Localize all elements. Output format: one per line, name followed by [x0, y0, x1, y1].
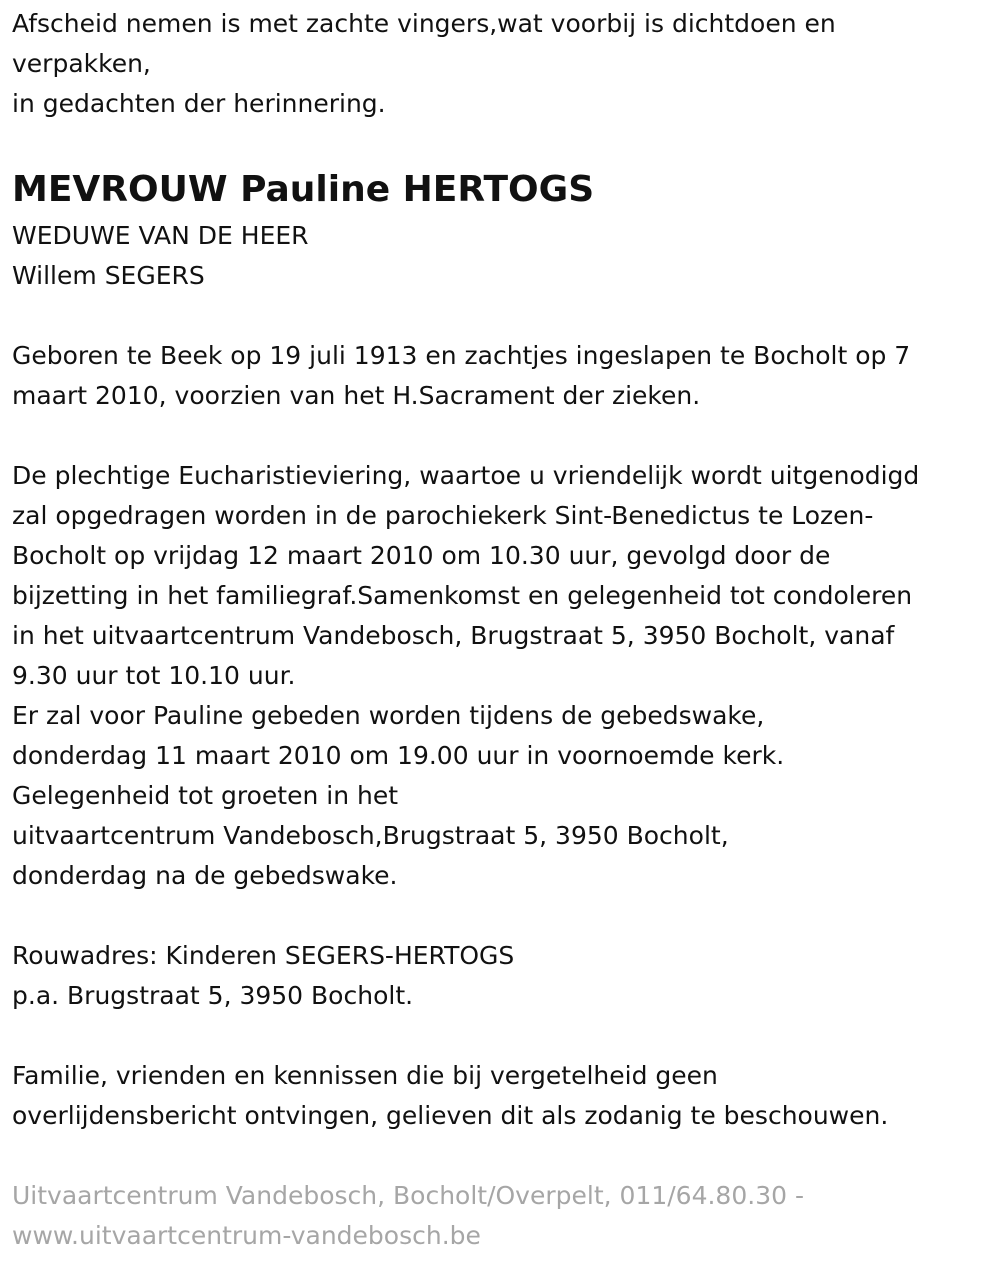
- birth-paragraph: [12, 336, 988, 416]
- subtitle-line: WEDUWE VAN DE HEER: [12, 221, 309, 250]
- funeral-home-footer: [12, 1176, 988, 1256]
- ceremony-line: Bocholt op vrijdag 12 maart 2010 om 10.30 uur, gevolgd door de: [12, 541, 831, 570]
- death-notice: [0, 4, 1000, 1256]
- address-line: Rouwadres: Kinderen SEGERS-HERTOGS: [12, 941, 515, 970]
- birth-line: maart 2010, voorzien van het H.Sacrament der zieken.: [12, 381, 701, 410]
- ceremony-paragraph: [12, 456, 988, 896]
- subtitle: [12, 216, 988, 296]
- notice-line: Familie, vrienden en kennissen die bij vergetelheid geen: [12, 1061, 718, 1090]
- ceremony-line: Er zal voor Pauline gebeden worden tijdens de gebedswake,: [12, 701, 765, 730]
- intro-line: Afscheid nemen is met zachte vingers,wat voorbij is dichtdoen en: [12, 9, 836, 38]
- ceremony-line: De plechtige Eucharistieviering, waartoe u vriendelijk wordt uitgenodigd: [12, 461, 920, 490]
- intro-line: verpakken,: [12, 49, 151, 78]
- ceremony-line: in het uitvaartcentrum Vandebosch, Brugstraat 5, 3950 Bocholt, vanaf: [12, 621, 895, 650]
- footer-link[interactable]: www.uitvaartcentrum-vandebosch.be: [12, 1221, 481, 1250]
- notice-paragraph: [12, 1056, 988, 1136]
- intro-line: in gedachten der herinnering.: [12, 89, 386, 118]
- ceremony-line: zal opgedragen worden in de parochiekerk Sint-Benedictus te Lozen-: [12, 501, 874, 530]
- ceremony-line: 9.30 uur tot 10.10 uur.: [12, 661, 296, 690]
- subtitle-line: Willem SEGERS: [12, 261, 205, 290]
- ceremony-line: donderdag 11 maart 2010 om 19.00 uur in voornoemde kerk.: [12, 741, 785, 770]
- mourning-address: [12, 936, 988, 1016]
- ceremony-line: bijzetting in het familiegraf.Samenkomst en gelegenheid tot condoleren: [12, 581, 913, 610]
- ceremony-line: uitvaartcentrum Vandebosch,Brugstraat 5, 3950 Bocholt,: [12, 821, 729, 850]
- notice-line: overlijdensbericht ontvingen, gelieven dit als zodanig te beschouwen.: [12, 1101, 889, 1130]
- intro-verse: [12, 4, 988, 124]
- footer-line: Uitvaartcentrum Vandebosch, Bocholt/Overpelt, 011/64.80.30 -: [12, 1181, 804, 1210]
- ceremony-line: donderdag na de gebedswake.: [12, 861, 398, 890]
- deceased-name: MEVROUW Pauline HERTOGS: [12, 169, 595, 210]
- ceremony-line: Gelegenheid tot groeten in het: [12, 781, 399, 810]
- address-line: p.a. Brugstraat 5, 3950 Bocholt.: [12, 981, 414, 1010]
- birth-line: Geboren te Beek op 19 juli 1913 en zachtjes ingeslapen te Bocholt op 7: [12, 341, 911, 370]
